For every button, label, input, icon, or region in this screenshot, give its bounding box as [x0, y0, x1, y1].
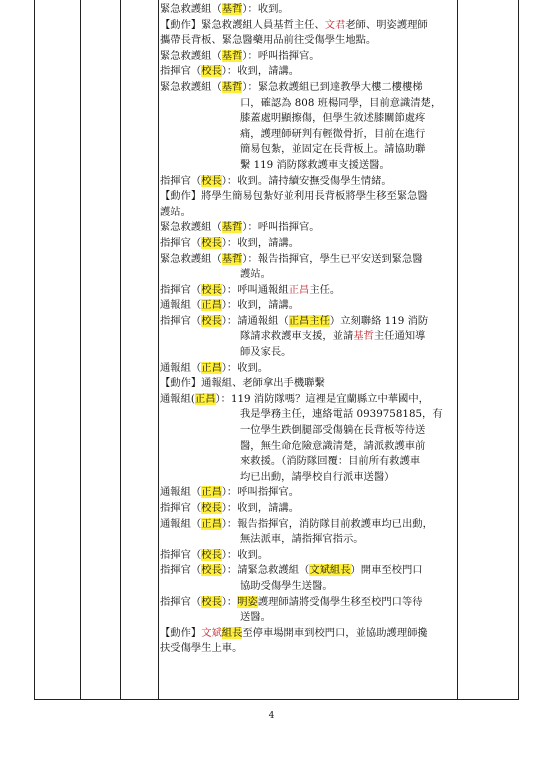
line-text: ）：收到。: [221, 548, 269, 561]
script-line: [160, 407, 456, 423]
line-text: 【動作】將學生簡易包紮好並利用長背板將學生移至緊急醫: [160, 190, 428, 203]
line-text: 護站。: [240, 268, 271, 281]
script-line: [160, 439, 456, 455]
line-text: 均已出動，請學校自行派車送醫）: [240, 470, 395, 483]
script-line: [160, 579, 456, 595]
script-line: [160, 283, 456, 299]
line-text: ）：報告指揮官，學生已平安送到緊急醫: [242, 252, 423, 265]
line-text: 緊急救護組（: [160, 3, 222, 15]
highlighted-name: 正昌: [201, 486, 222, 499]
drill-script-cell: [160, 2, 456, 657]
highlighted-name: 明姿: [237, 595, 258, 608]
line-text: ）：: [221, 595, 238, 608]
highlighted-name: 校長: [201, 236, 222, 249]
line-text: 口，確認為 808 班楊同學，目前意識清楚，: [240, 96, 442, 109]
line-text: ）：請緊急救護組（: [221, 564, 310, 577]
line-text: ）：收到。: [221, 361, 269, 374]
highlighted-name: 正昌: [201, 299, 222, 312]
script-line: [160, 64, 456, 80]
line-text: ）：報告指揮官，消防隊目前救護車均已出動，: [221, 517, 433, 530]
script-line: [160, 485, 456, 501]
line-text: 痛，護理師研判有輕微骨折，目前在進行: [240, 127, 426, 140]
line-text: 指揮官（: [160, 65, 202, 78]
script-line: [160, 96, 456, 112]
line-text: ）：請通報組（: [221, 314, 289, 327]
script-line: [160, 517, 456, 533]
script-line: [160, 127, 456, 143]
script-line: [160, 329, 456, 345]
highlighted-name: 校長: [201, 65, 222, 78]
script-line: [160, 18, 456, 34]
script-line: [160, 33, 456, 49]
line-text: ）開車至校門口: [350, 564, 423, 577]
script-line: [160, 376, 456, 392]
line-text: ）：緊急救護組已到達教學大樓二樓樓梯: [242, 80, 423, 93]
line-text: 指揮官（: [160, 283, 202, 296]
script-line: [160, 392, 456, 408]
line-text: ）：119 消防隊嗎？這裡是宜蘭縣立中華國中，: [215, 392, 429, 405]
line-text: ）：收到，請講。: [221, 65, 300, 78]
highlighted-name: 校長: [201, 595, 222, 608]
line-text: 通報組（: [160, 299, 202, 312]
line-text: 通報組（: [160, 361, 202, 374]
line-text: 【動作】: [160, 626, 202, 639]
line-text: 護理師請將受傷學生移至校門口等待: [257, 595, 423, 608]
line-text: 來救援。（消防隊回覆：目前所有救護車: [240, 455, 421, 468]
highlighted-name: 基哲: [221, 3, 243, 15]
line-text: 醫，無生命危險意識清楚，請派救護車前: [240, 439, 426, 452]
line-text: 緊急救護組（: [160, 49, 222, 62]
script-line: [160, 298, 456, 314]
line-text: 老師、明姿護理師: [345, 18, 428, 31]
highlighted-name: 基哲: [221, 49, 243, 62]
line-text: ）：收到，請講。: [221, 502, 300, 514]
highlighted-name: 組長: [221, 626, 243, 639]
line-text: ）：收到，請講。: [221, 299, 300, 312]
table-bottom-border: [34, 699, 519, 700]
red-name: 正昌: [288, 283, 310, 296]
line-text: 主任。: [309, 283, 341, 296]
script-line: [160, 314, 456, 330]
line-text: 隊請求救護車支援，並請: [240, 330, 354, 343]
line-text: 協助受傷學生送醫。: [240, 579, 333, 592]
line-text: 緊急救護組（: [160, 80, 222, 93]
script-line: [160, 2, 456, 18]
line-text: ）：呼叫指揮官。: [242, 49, 320, 62]
script-line: [160, 267, 456, 283]
line-text: 膝蓋處明顯擦傷，但學生敘述膝關節處疼: [240, 112, 426, 125]
line-text: 我是學務主任，連絡電話 0939758185，有: [240, 408, 443, 421]
highlighted-name: 校長: [201, 174, 222, 187]
line-text: 指揮官（: [160, 595, 202, 608]
script-line: [160, 252, 456, 268]
script-line: [160, 610, 456, 626]
script-line: [160, 563, 456, 579]
line-text: 指揮官（: [160, 236, 202, 249]
table-column-divider-2: [120, 0, 121, 700]
line-text: 通報組（: [160, 486, 202, 499]
script-line: [160, 501, 456, 517]
highlighted-name: 正昌主任: [288, 314, 330, 327]
line-text: 護站。: [160, 205, 191, 218]
line-text: ）：收到。請持續安撫受傷學生情緒。: [221, 174, 392, 187]
line-text: 無法派車，請指揮官指示。: [240, 533, 364, 546]
highlighted-name: 校長: [201, 502, 222, 514]
script-line: [160, 626, 456, 642]
script-line: [160, 454, 456, 470]
line-text: 指揮官（: [160, 174, 202, 187]
line-text: 簡易包紮，並固定在長背板上。請協助聯: [240, 143, 426, 156]
highlighted-name: 基哲: [221, 80, 243, 93]
script-line: [160, 80, 456, 96]
line-text: 扶受傷學生上車。: [160, 642, 243, 655]
table-column-divider-1: [80, 0, 81, 700]
line-text: 【動作】通報組、老師拿出手機聯繫: [160, 377, 325, 390]
line-text: 緊急救護組（: [160, 221, 222, 234]
highlighted-name: 正昌: [201, 517, 222, 530]
line-text: 繫 119 消防隊救護車支援送醫。: [240, 158, 390, 171]
line-text: 送醫。: [240, 611, 271, 624]
script-line: [160, 220, 456, 236]
script-line: [160, 423, 456, 439]
highlighted-name: 文斌組長: [309, 564, 351, 577]
line-text: ）：呼叫通報組: [221, 283, 289, 296]
line-text: 指揮官（: [160, 314, 202, 327]
script-line: [160, 189, 456, 205]
line-text: ）：呼叫指揮官。: [221, 486, 300, 499]
line-text: 指揮官（: [160, 564, 202, 577]
script-line: [160, 470, 456, 486]
line-text: 指揮官（: [160, 502, 202, 514]
table-column-divider-4: [457, 0, 458, 700]
highlighted-name: 校長: [201, 314, 222, 327]
highlighted-name: 校長: [201, 548, 222, 561]
table-column-divider-3: [158, 0, 159, 700]
script-line: [160, 595, 456, 611]
line-text: 至停車場開車到校門口，並協助護理師攙: [242, 626, 428, 639]
script-line: [160, 158, 456, 174]
script-line: [160, 361, 456, 377]
script-line: [160, 532, 456, 548]
line-text: ）：收到，請講。: [221, 236, 300, 249]
line-text: 【動作】緊急救護組人員基哲主任、: [160, 18, 325, 31]
table-left-border: [34, 0, 35, 700]
table-right-border: [518, 0, 519, 700]
line-text: 師及家長。: [240, 346, 292, 359]
line-text: 通報組（: [160, 517, 202, 530]
line-text: 緊急救護組（: [160, 252, 222, 265]
red-name: 文斌: [201, 626, 222, 639]
script-line: [160, 174, 456, 190]
line-text: ）：呼叫指揮官。: [242, 221, 320, 234]
red-name: 文君: [324, 18, 346, 31]
highlighted-name: 正昌: [201, 361, 222, 374]
highlighted-name: 校長: [201, 564, 222, 577]
highlighted-name: 正昌: [194, 392, 216, 405]
line-text: ）立刻聯絡 119 消防: [329, 314, 429, 327]
script-line: [160, 641, 456, 657]
script-line: [160, 205, 456, 221]
script-line: [160, 49, 456, 65]
page-number: 4: [268, 711, 275, 721]
script-line: [160, 236, 456, 252]
script-line: [160, 345, 456, 361]
line-text: ）：收到。: [242, 3, 289, 15]
line-text: 指揮官（: [160, 548, 202, 561]
script-line: [160, 142, 456, 158]
line-text: 攜帶長背板、緊急醫藥用品前往受傷學生地點。: [160, 34, 377, 47]
script-line: [160, 111, 456, 127]
highlighted-name: 基哲: [221, 252, 243, 265]
line-text: 一位學生跌倒腿部受傷躺在長背板等待送: [240, 424, 426, 437]
line-text: 通報組(: [160, 392, 195, 405]
script-line: [160, 548, 456, 564]
highlighted-name: 基哲: [221, 221, 243, 234]
highlighted-name: 校長: [201, 283, 222, 296]
line-text: 主任通知導: [373, 330, 426, 343]
red-name: 基哲: [353, 330, 374, 343]
